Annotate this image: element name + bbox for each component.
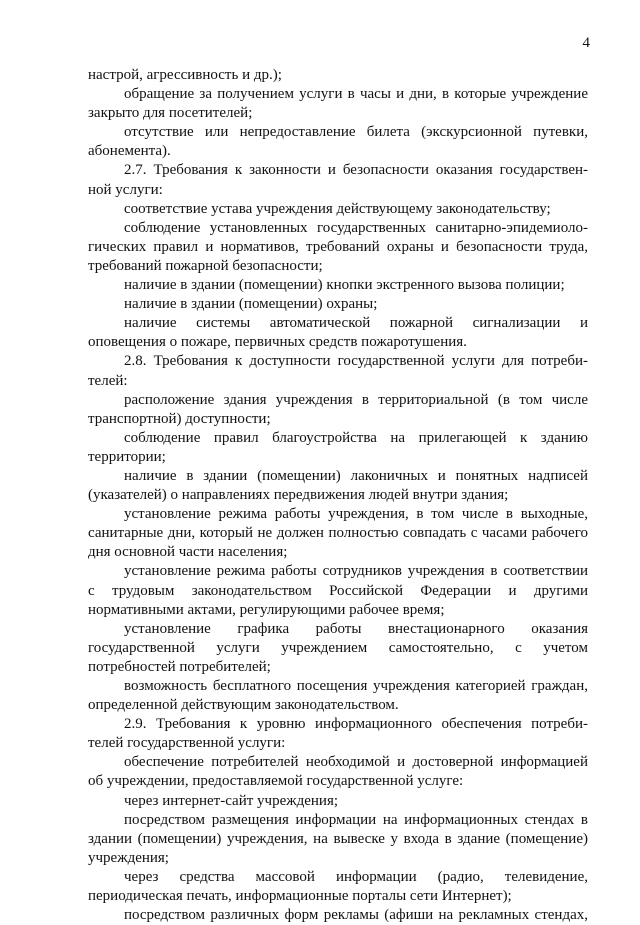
text-line: (указателей) о направлениях передвижения людей внутри здания; [88,487,509,504]
text-line: посредством размещения информации на информационных стендах в [124,811,588,828]
text-line: определенной действующим законодательством. [88,697,399,714]
text-line: наличие в здании (помещении) охраны; [124,296,378,313]
page-number: 4 [582,35,590,51]
text-line: нормативными актами, регулирующими рабочее время; [88,601,445,618]
text-line: санитарные дни, который не должен полностью совпадать с часами рабочего [88,525,588,542]
text-line: через интернет-сайт учреждения; [124,792,339,809]
text-line: соблюдение правил благоустройства на прилегающей к зданию [124,429,588,446]
text-line: установление графика работы внестационарного оказания [124,620,588,637]
text-line: 2.7. Требования к законности и безопасности оказания государствен- [124,162,588,179]
text-line: обращение за получением услуги в часы и дни, в которые учреждение [124,86,588,103]
document-body [88,66,588,925]
text-line: установление режима работы сотрудников учреждения в соответствии [124,563,588,580]
text-line: наличие системы автоматической пожарной сигнализации и [124,315,588,332]
text-line: расположение здания учреждения в территориальной (в том числе [124,391,588,408]
text-line: соблюдение установленных государственных санитарно-эпидемиоло- [124,219,588,236]
text-line: возможность бесплатного посещения учреждения категорией граждан, [124,678,588,694]
text-line: учреждения; [88,849,169,866]
text-line: дня основной части населения; [88,544,288,561]
text-line: настрой, агрессивность и др.); [88,67,282,83]
text-line: наличие в здании (помещении) кнопки экстренного вызова полиции; [124,277,565,294]
text-line: наличие в здании (помещении) лаконичных и понятных надписей [124,467,588,484]
text-line: обеспечение потребителей необходимой и достоверной информацией [124,754,588,771]
text-line: закрыто для посетителей; [88,105,253,122]
text-line: телей государственной услуги: [88,735,286,752]
text-line: оповещения о пожаре, первичных средств пожаротушения. [88,334,467,351]
text-line: потребностей потребителей; [88,658,271,675]
text-line: периодическая печать, информационные порталы сети Интернет); [88,888,512,905]
text-line: абонемента). [88,143,171,160]
text-line: отсутствие или непредоставление билета (экскурсионной путевки, [124,124,588,141]
text-line: с трудовым законодательством Российской Федерации и другими [88,582,588,599]
text-line: территории; [88,448,166,465]
text-line: государственной услуги учреждением самостоятельно, с учетом [88,639,588,656]
text-line: 2.8. Требования к доступности государственной услуги для потреби- [124,353,588,370]
text-line: здании (помещении) учреждения, на вывеске у входа в здание (помещение) [88,830,588,847]
text-line: гических правил и нормативов, требований охраны и безопасности труда, [88,238,588,255]
text-line: требований пожарной безопасности; [88,257,323,274]
text-line: соответствие устава учреждения действующему законодательству; [124,200,551,217]
text-line: телей: [88,372,128,389]
text-line: через средства массовой информации (радио, телевидение, [124,868,588,885]
text-line: ной услуги: [88,181,163,198]
text-line: 2.9. Требования к уровню информационного обеспечения потреби- [124,716,588,733]
text-line: посредством различных форм рекламы (афиши на рекламных стендах, [124,907,588,924]
text-line: транспортной) доступности; [88,410,271,427]
text-line: установление режима работы учреждения, в том числе в выходные, [124,506,588,523]
text-line: об учреждении, предоставляемой государственной услуге: [88,773,464,790]
